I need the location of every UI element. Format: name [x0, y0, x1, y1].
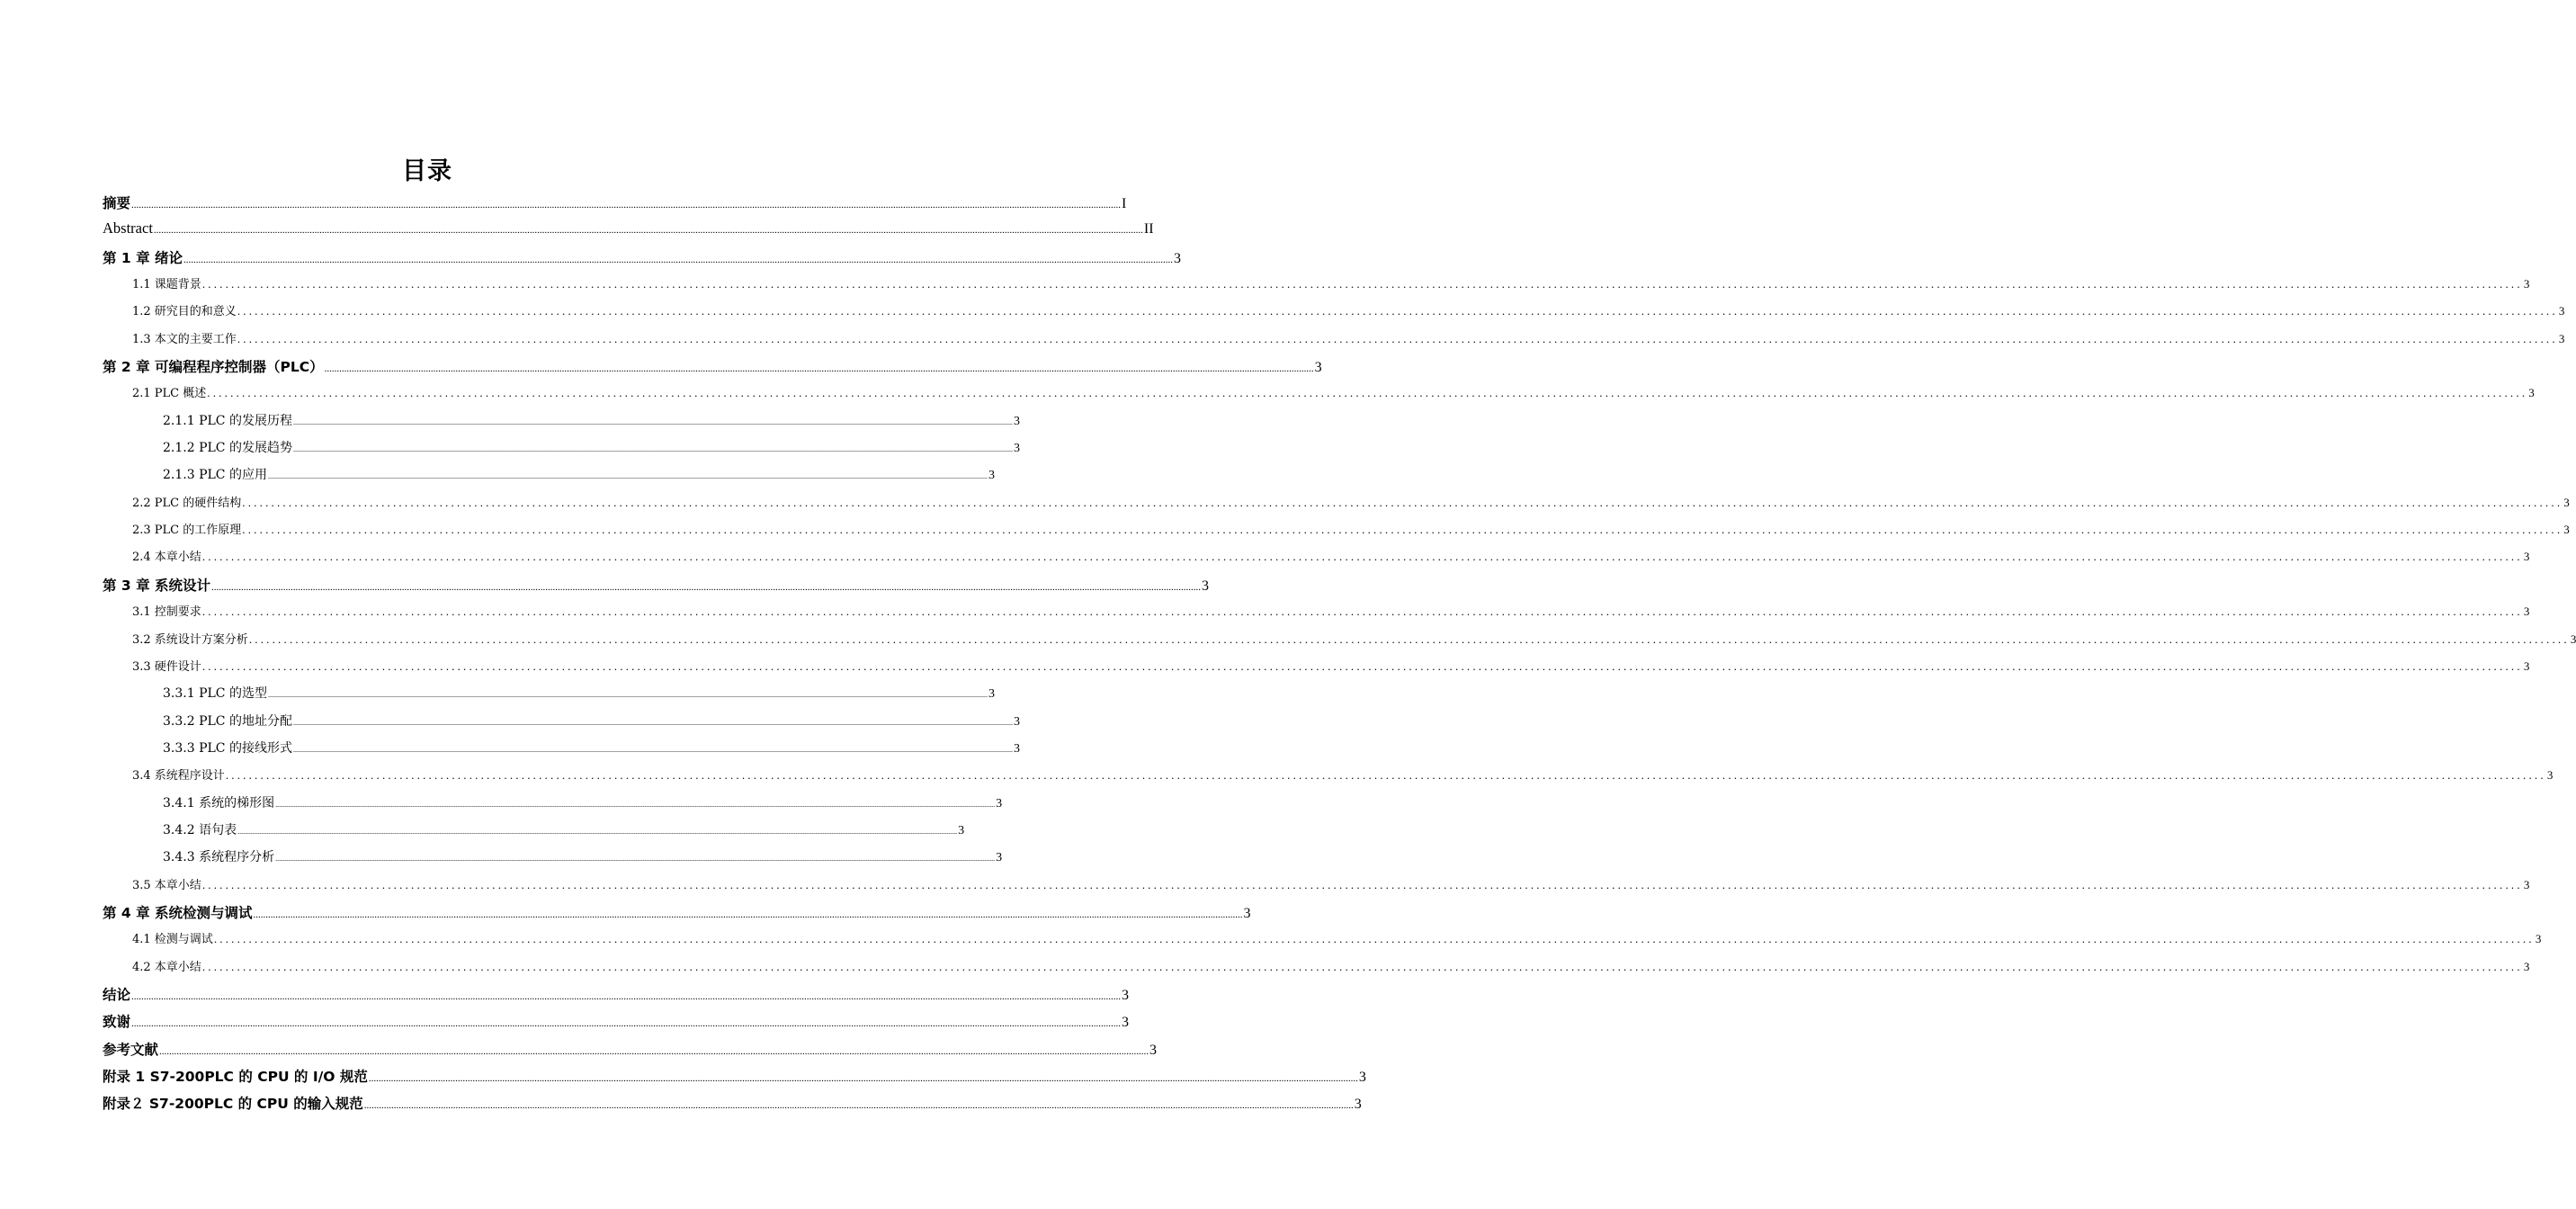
toc-entry-label: 2.1.2 PLC 的发展趋势	[163, 441, 292, 456]
toc-entry-page-number: 3	[2558, 304, 2565, 318]
dot-leader: ................................................................................................................................................................................................................................................................................................................................................................................................................	[292, 445, 1013, 454]
toc-entry-label: 结论	[103, 986, 131, 1003]
toc-entry-label: 致谢	[103, 1014, 131, 1031]
toc-entry-page-number: 3	[1013, 442, 1020, 456]
dot-leader: ................................................................................................................................................................................................................................................................................................................................................................................................................	[159, 1045, 1149, 1057]
toc-entry[interactable]	[103, 274, 2530, 301]
dot-leader: ................................................................................................................................................................................................................................................................................................................................................................................................................	[242, 495, 2563, 509]
toc-entry[interactable]	[103, 684, 995, 711]
toc-entry[interactable]	[103, 902, 1251, 929]
toc-entry-label: 3.3.3 PLC 的接线形式	[163, 740, 292, 756]
toc-entry[interactable]	[103, 602, 2530, 629]
toc-entry[interactable]	[103, 820, 965, 847]
dot-leader: ................................................................................................................................................................................................................................................................................................................................................................................................................	[201, 959, 2523, 973]
toc-entry-label: 3.4.3 系统程序分析	[163, 850, 275, 865]
toc-entry-page-number: 3	[1013, 741, 1020, 756]
table-of-contents	[103, 193, 2576, 1121]
toc-entry[interactable]	[103, 356, 1322, 383]
toc-entry-page-number: II	[1143, 221, 1154, 237]
toc-entry-label: 3.3.1 PLC 的选型	[163, 686, 267, 702]
toc-entry[interactable]	[103, 1039, 1158, 1066]
toc-entry[interactable]	[103, 193, 1127, 219]
toc-entry-label: 附录 1 S7-200PLC 的 CPU 的 I/O 规范	[103, 1069, 368, 1085]
toc-entry-label: 1.3 本文的主要工作	[132, 332, 237, 346]
toc-entry-page-number: 3	[1358, 1070, 1366, 1085]
toc-entry-label: 2.1.3 PLC 的应用	[163, 468, 267, 483]
toc-entry-page-number: 3	[958, 823, 965, 837]
toc-entry-page-number: 3	[996, 796, 1003, 810]
toc-entry-label: 1.2 研究目的和意义	[132, 305, 237, 319]
dot-leader: ................................................................................................................................................................................................................................................................................................................................................................................................................	[242, 523, 2563, 537]
toc-entry[interactable]	[103, 411, 1020, 438]
toc-entry[interactable]	[103, 712, 1020, 739]
dot-leader: ................................................................................................................................................................................................................................................................................................................................................................................................................	[267, 472, 988, 481]
dot-leader: ................................................................................................................................................................................................................................................................................................................................................................................................................	[275, 800, 996, 809]
toc-entry[interactable]	[103, 247, 1181, 274]
toc-entry[interactable]	[103, 547, 2530, 574]
toc-entry-page-number: 3	[1201, 578, 1209, 594]
dot-leader: ................................................................................................................................................................................................................................................................................................................................................................................................................	[153, 225, 1143, 237]
toc-entry-page-number: 3	[996, 851, 1003, 865]
toc-entry-page-number: 3	[2523, 658, 2530, 673]
toc-entry-page-number: 3	[2546, 768, 2554, 783]
toc-entry-page-number: 3	[2558, 331, 2565, 345]
toc-entry[interactable]	[103, 630, 2576, 657]
dot-leader: ................................................................................................................................................................................................................................................................................................................................................................................................................	[237, 827, 958, 836]
toc-entry[interactable]	[103, 575, 1209, 602]
dot-leader: ................................................................................................................................................................................................................................................................................................................................................................................................................	[292, 718, 1013, 727]
toc-entry[interactable]	[103, 465, 995, 492]
toc-entry-label: 2.2 PLC 的硬件结构	[132, 496, 242, 510]
dot-leader: ................................................................................................................................................................................................................................................................................................................................................................................................................	[237, 331, 2558, 345]
toc-entry[interactable]	[103, 793, 1003, 820]
toc-entry-page-number: 3	[1122, 987, 1130, 1003]
toc-entry-label: 摘要	[103, 195, 131, 211]
toc-entry-page-number: 3	[2523, 959, 2530, 973]
toc-entry-page-number: 3	[2535, 932, 2542, 946]
dot-leader: ................................................................................................................................................................................................................................................................................................................................................................................................................	[237, 304, 2558, 318]
toc-entry-page-number: 3	[1173, 250, 1181, 266]
dot-leader: ................................................................................................................................................................................................................................................................................................................................................................................................................	[131, 990, 1122, 1002]
toc-entry-label: 3.3 硬件设计	[132, 659, 201, 674]
toc-entry-label: 第 1 章 绪论	[103, 249, 183, 266]
dot-leader: ................................................................................................................................................................................................................................................................................................................................................................................................................	[213, 932, 2535, 946]
dot-leader: ................................................................................................................................................................................................................................................................................................................................................................................................................	[131, 200, 1122, 210]
toc-entry[interactable]	[103, 984, 1130, 1011]
toc-entry-page-number: 3	[988, 687, 995, 702]
dot-leader: ................................................................................................................................................................................................................................................................................................................................................................................................................	[201, 877, 2523, 891]
toc-entry-page-number: 3	[2563, 495, 2570, 509]
toc-entry-label: 3.2 系统设计方案分析	[132, 632, 248, 647]
toc-entry-page-number: 3	[2523, 277, 2530, 291]
toc-entry-label: Abstract	[103, 219, 153, 237]
dot-leader: ................................................................................................................................................................................................................................................................................................................................................................................................................	[324, 363, 1314, 375]
toc-entry-label: 2.1.1 PLC 的发展历程	[163, 413, 292, 428]
toc-entry[interactable]	[103, 219, 1154, 246]
dot-leader: ................................................................................................................................................................................................................................................................................................................................................................................................................	[248, 631, 2570, 646]
toc-entry-page-number: 3	[2570, 631, 2576, 646]
dot-leader: ................................................................................................................................................................................................................................................................................................................................................................................................................	[292, 417, 1013, 426]
toc-entry-label: 3.5 本章小结	[132, 878, 201, 892]
dot-leader: ................................................................................................................................................................................................................................................................................................................................................................................................................	[201, 604, 2523, 619]
toc-entry-label: 第 4 章 系统检测与调试	[103, 904, 253, 921]
toc-entry-label: 2.3 PLC 的工作原理	[132, 524, 242, 538]
toc-entry[interactable]	[103, 847, 1003, 874]
toc-entry-label: 第 2 章 可编程程序控制器（PLC）	[103, 359, 324, 376]
toc-entry-label: 附录２ S7-200PLC 的 CPU 的输入规范	[103, 1096, 363, 1113]
toc-entry[interactable]	[103, 766, 2554, 793]
toc-entry-page-number: 3	[988, 469, 995, 483]
dot-leader: ................................................................................................................................................................................................................................................................................................................................................................................................................	[225, 768, 2546, 783]
dot-leader: ................................................................................................................................................................................................................................................................................................................................................................................................................	[183, 254, 1173, 265]
toc-entry-page-number: 3	[1122, 1015, 1130, 1031]
toc-entry-page-number: 3	[1149, 1042, 1158, 1058]
toc-entry[interactable]	[103, 929, 2542, 956]
toc-entry-label: 第 3 章 系统设计	[103, 577, 210, 594]
dot-leader: ................................................................................................................................................................................................................................................................................................................................................................................................................	[363, 1100, 1354, 1112]
toc-entry-page-number: 3	[1013, 714, 1020, 729]
toc-title: 目录	[402, 157, 452, 185]
toc-entry-page-number: 3	[2523, 550, 2530, 564]
dot-leader: ................................................................................................................................................................................................................................................................................................................................................................................................................	[292, 745, 1013, 754]
dot-leader: ................................................................................................................................................................................................................................................................................................................................................................................................................	[131, 1018, 1122, 1030]
toc-entry-page-number: 3	[1243, 905, 1251, 921]
toc-entry[interactable]	[103, 1093, 1362, 1120]
toc-entry-label: 2.1 PLC 概述	[132, 387, 207, 401]
toc-entry-page-number: 3	[1354, 1097, 1362, 1113]
toc-entry[interactable]	[103, 875, 2530, 902]
dot-leader: ................................................................................................................................................................................................................................................................................................................................................................................................................	[207, 386, 2528, 400]
toc-entry[interactable]	[103, 1011, 1130, 1038]
dot-leader: ................................................................................................................................................................................................................................................................................................................................................................................................................	[201, 277, 2523, 291]
toc-entry[interactable]	[103, 493, 2570, 520]
toc-entry-page-number: 3	[2523, 877, 2530, 891]
dot-leader: ................................................................................................................................................................................................................................................................................................................................................................................................................	[267, 691, 988, 700]
toc-entry-label: 2.4 本章小结	[132, 551, 201, 565]
toc-entry-page-number: I	[1122, 196, 1127, 211]
toc-entry-page-number: 3	[2528, 386, 2535, 400]
toc-entry[interactable]	[103, 957, 2530, 984]
toc-entry[interactable]	[103, 1066, 1366, 1093]
dot-leader: ................................................................................................................................................................................................................................................................................................................................................................................................................	[253, 909, 1243, 920]
toc-entry[interactable]	[103, 301, 2565, 328]
dot-leader: ................................................................................................................................................................................................................................................................................................................................................................................................................	[275, 855, 996, 864]
toc-entry-label: 3.4.2 语句表	[163, 822, 237, 837]
toc-entry-label: 3.4.1 系统的梯形图	[163, 795, 275, 810]
dot-leader: ................................................................................................................................................................................................................................................................................................................................................................................................................	[368, 1073, 1358, 1084]
toc-entry[interactable]	[103, 520, 2570, 547]
toc-entry-page-number: 3	[1314, 360, 1322, 376]
dot-leader: ................................................................................................................................................................................................................................................................................................................................................................................................................	[210, 581, 1201, 593]
dot-leader: ................................................................................................................................................................................................................................................................................................................................................................................................................	[201, 550, 2523, 564]
toc-entry-label: 4.1 检测与调试	[132, 933, 213, 947]
toc-entry[interactable]	[103, 657, 2530, 684]
toc-entry[interactable]	[103, 438, 1020, 465]
toc-entry-label: 4.2 本章小结	[132, 960, 201, 974]
toc-entry[interactable]	[103, 329, 2565, 356]
dot-leader: ................................................................................................................................................................................................................................................................................................................................................................................................................	[201, 658, 2523, 673]
toc-entry-label: 参考文献	[103, 1041, 159, 1058]
toc-entry[interactable]	[103, 739, 1020, 766]
toc-entry[interactable]	[103, 383, 2535, 410]
toc-entry-label: 1.1 课题背景	[132, 278, 201, 292]
toc-entry-page-number: 3	[2563, 523, 2570, 537]
toc-entry-label: 3.4 系统程序设计	[132, 769, 225, 784]
toc-entry-page-number: 3	[2523, 604, 2530, 619]
toc-entry-label: 3.1 控制要求	[132, 605, 201, 620]
toc-entry-page-number: 3	[1013, 414, 1020, 428]
toc-entry-label: 3.3.2 PLC 的地址分配	[163, 713, 292, 729]
